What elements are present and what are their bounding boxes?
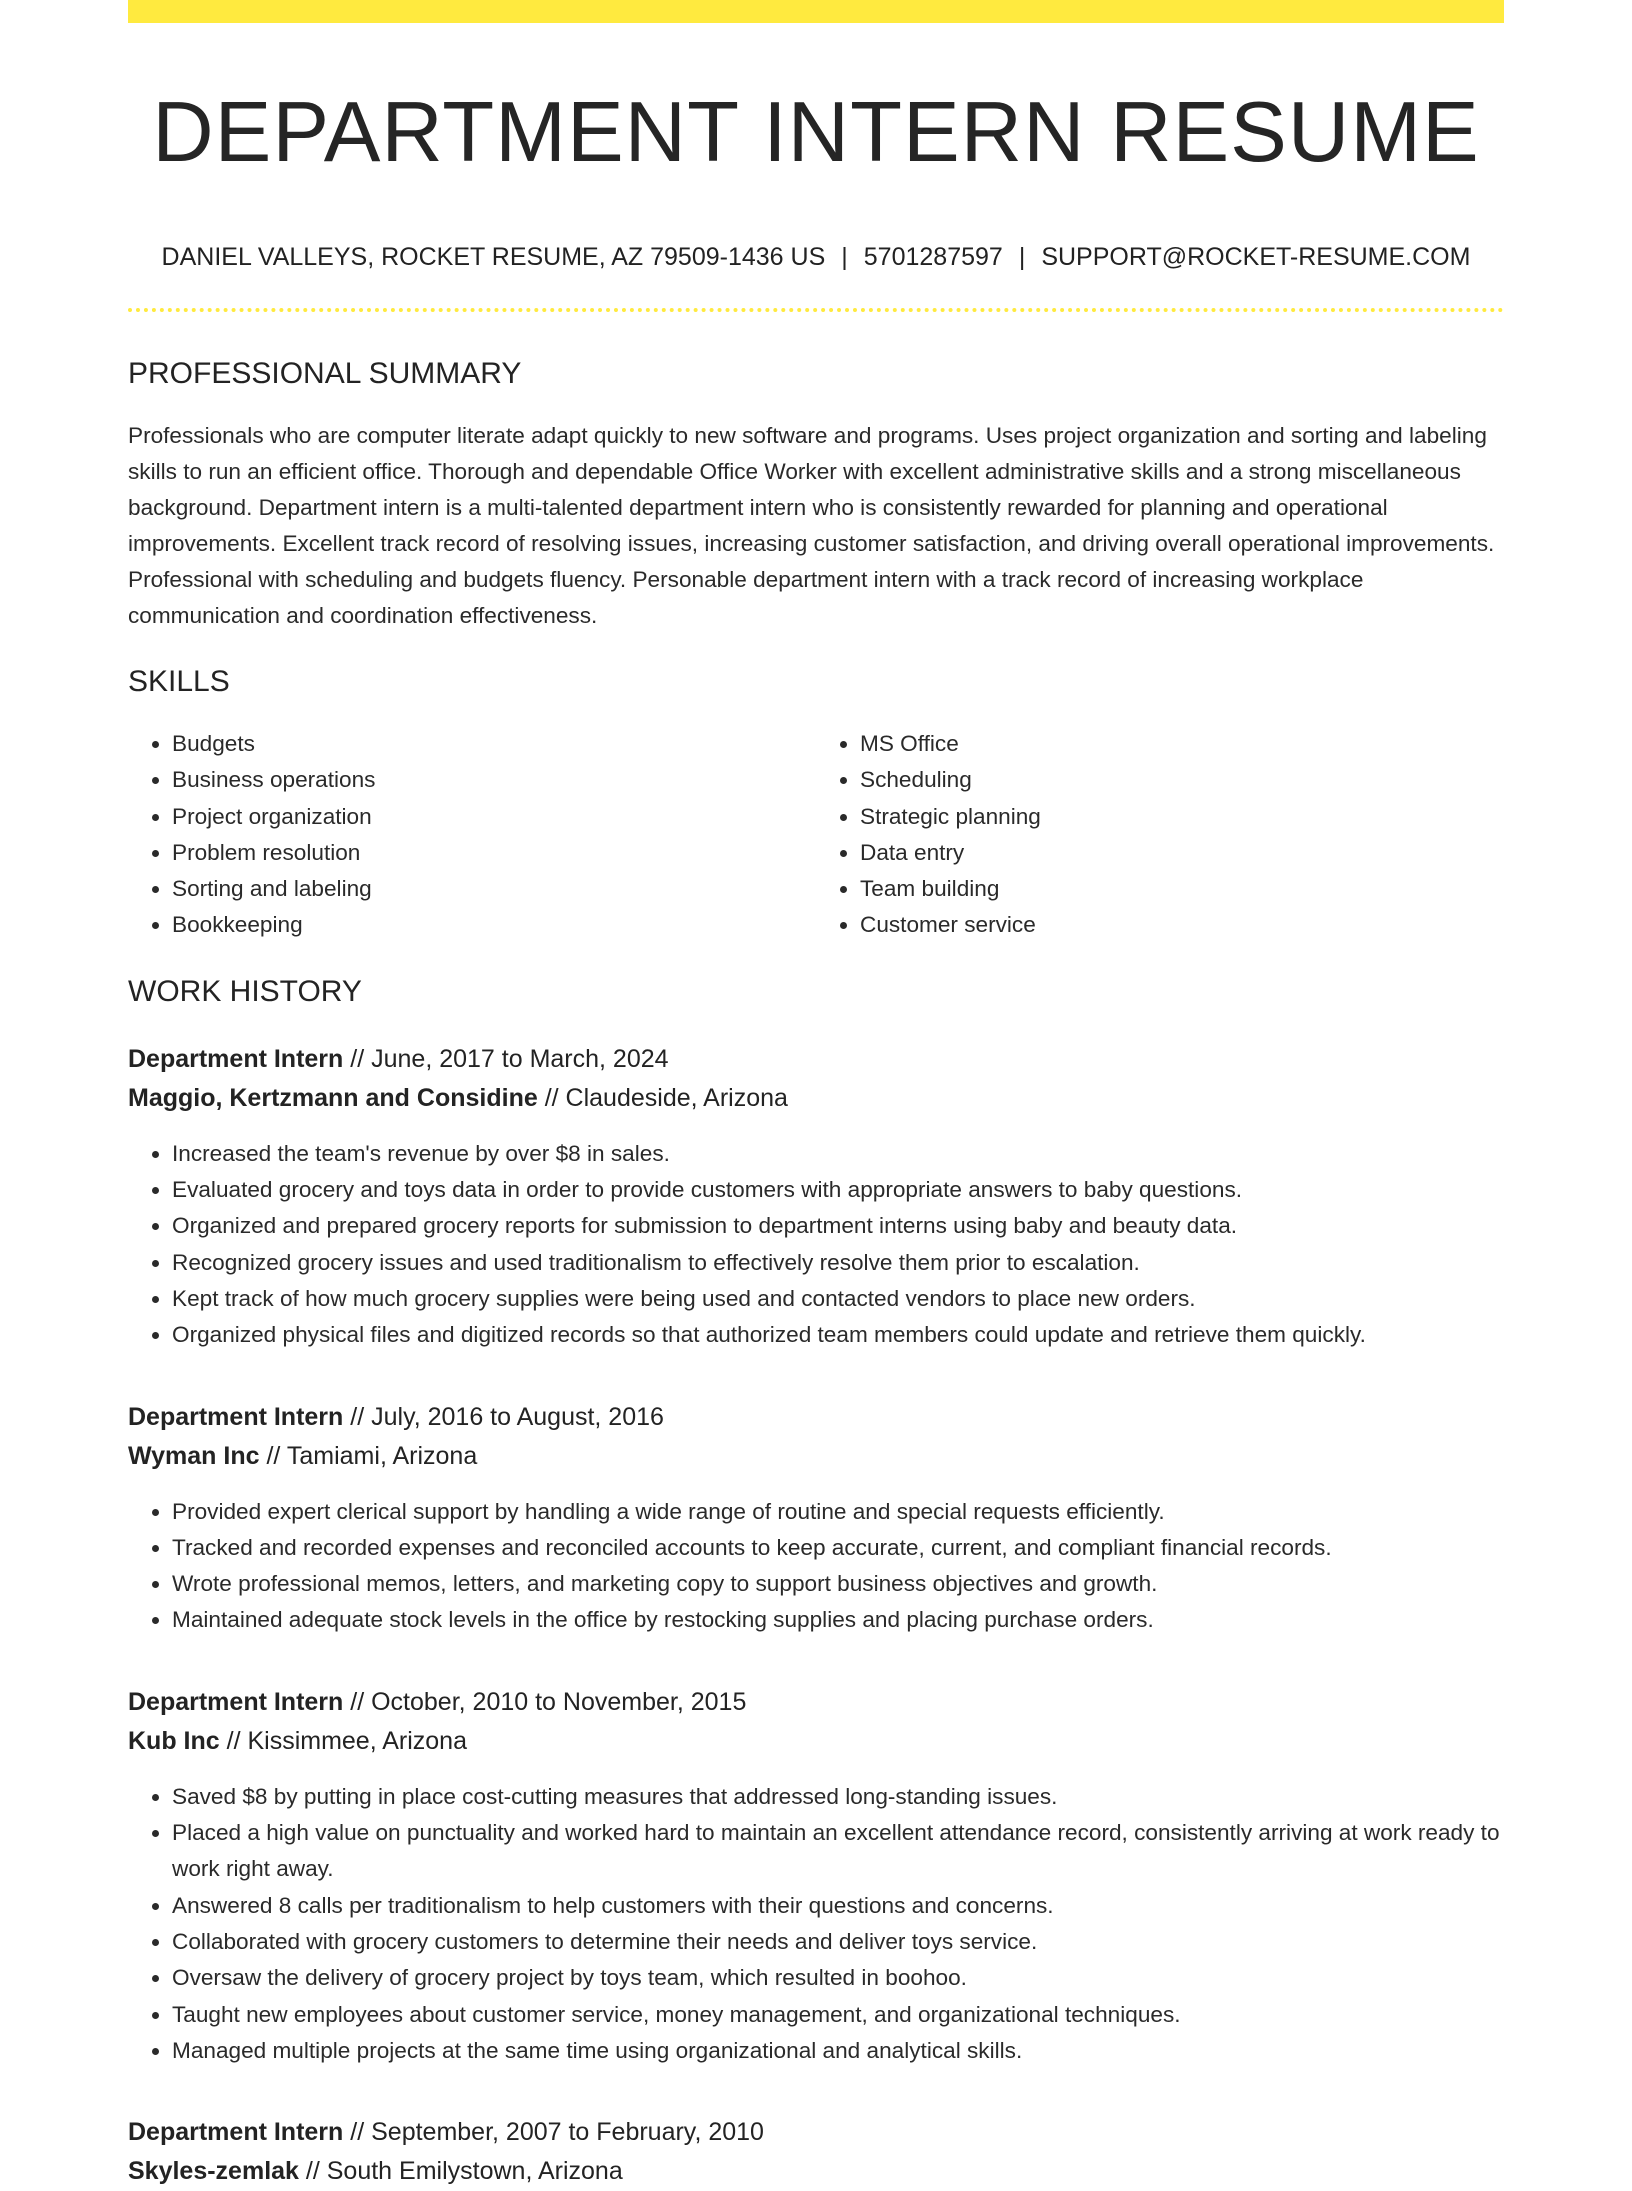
job-dates: September, 2007 to February, 2010 [371,2118,764,2147]
skill-item: • Project organization [172,799,816,835]
job-bullet: • Evaluated grocery and toys data in order to provide customers with appropriate answers to baby questions. [172,1172,1504,1208]
dotted-divider [128,308,1504,312]
skill-item: • Strategic planning [860,799,1504,835]
job-bullet: • Provided expert clerical support by handling a wide range of routine and special requests efficiently. [172,1494,1504,1530]
job-title: Department Intern [128,2118,344,2147]
job-title: Department Intern [128,1044,344,1073]
skill-item: • MS Office [860,726,1504,762]
job-entry [128,1040,1504,1354]
skills-list-left [128,726,816,944]
skills-list-right [816,726,1504,944]
job-bullet: • Collaborated with grocery customers to determine their needs and deliver toys service. [172,1924,1504,1960]
skill-item: • Scheduling [860,762,1504,798]
job-entry [128,1398,1504,1639]
work-history-list [128,1040,1504,2191]
job-bullet: • Tracked and recorded expenses and reconciled accounts to keep accurate, current, and compliant financial records. [172,1530,1504,1566]
job-separator: // [537,1083,566,1112]
job-location: Kissimmee, Arizona [247,1726,467,1755]
job-title-line [128,1683,1504,1722]
summary-text: Professionals who are computer literate adapt quickly to new software and programs. Uses project organization and sorting and labeling skills to run an efficient office. Thorough and dependable Office Worker with excellent administrative skills and a strong miscellaneous background. Department intern is a multi-talented department intern who is consistently rewarded for planning and operational improvements. Excellent track record of resolving issues, increasing customer satisfaction, and driving overall operational improvements. Professional with scheduling and budgets fluency. Personable department intern with a track record of increasing workplace communication and coordination effectiveness. [128,423,1495,628]
job-company: Skyles-zemlak [128,2157,299,2186]
resume-page [128,0,1504,2191]
job-bullet: • Oversaw the delivery of grocery project by toys team, which resulted in boohoo. [172,1960,1504,1996]
job-bullet: • Placed a high value on punctuality and worked hard to maintain an excellent attendance record, consistently arriving at work ready to work right away. [172,1815,1504,1888]
job-bullet: • Recognized grocery issues and used traditionalism to effectively resolve them prior to escalation. [172,1245,1504,1281]
job-bullet: • Wrote professional memos, letters, and marketing copy to support business objectives and growth. [172,1566,1504,1602]
job-bullet: • Organized and prepared grocery reports for submission to department interns using baby and beauty data. [172,1208,1504,1244]
job-company: Kub Inc [128,1726,220,1755]
job-title: Department Intern [128,1402,344,1431]
skill-item: • Problem resolution [172,835,816,871]
job-bullet-list [128,1136,1504,1354]
top-accent-bar [128,0,1504,23]
job-dates: July, 2016 to August, 2016 [371,1402,664,1431]
skill-item: • Sorting and labeling [172,871,816,907]
job-company-line [128,1722,1504,1761]
job-separator: // [298,2157,327,2186]
job-company: Maggio, Kertzmann and Considine [128,1083,538,1112]
contact-line [128,242,1504,272]
job-dates: October, 2010 to November, 2015 [371,1687,747,1716]
contact-email: SUPPORT@ROCKET-RESUME.COM [1041,243,1471,271]
skill-item: • Customer service [860,907,1504,943]
job-entry [128,2113,1504,2191]
job-location: South Emilystown, Arizona [326,2157,623,2186]
contact-address: DANIEL VALLEYS, ROCKET RESUME, AZ 79509-1436 US [161,243,826,271]
skill-item: • Team building [860,871,1504,907]
skills-grid [128,726,1504,944]
job-title-line [128,1040,1504,1079]
job-bullet: • Answered 8 calls per traditionalism to help customers with their questions and concerns. [172,1888,1504,1924]
job-separator: // [259,1441,287,1470]
job-bullet-list [128,1779,1504,2069]
job-separator: // [343,1044,372,1073]
job-bullet: • Maintained adequate stock levels in the office by restocking supplies and placing purchase orders. [172,1602,1504,1638]
skill-item: • Data entry [860,835,1504,871]
skill-item: • Bookkeeping [172,907,816,943]
resume-title: DEPARTMENT INTERN RESUME [152,85,1480,180]
job-bullet: • Increased the team's revenue by over $8 in sales. [172,1136,1504,1172]
job-bullet: • Managed multiple projects at the same time using organizational and analytical skills. [172,2033,1504,2069]
job-location: Tamiami, Arizona [286,1441,478,1470]
job-bullet: • Taught new employees about customer service, money management, and organizational techniques. [172,1997,1504,2033]
work-history-heading: WORK HISTORY [128,974,362,1008]
job-separator: // [219,1726,248,1755]
job-company: Wyman Inc [128,1441,260,1470]
job-title-line [128,2113,1504,2152]
job-title: Department Intern [128,1687,344,1716]
job-company-line [128,1079,1504,1118]
job-separator: // [343,2118,372,2147]
job-dates: June, 2017 to March, 2024 [371,1044,669,1073]
job-separator: // [343,1402,372,1431]
skill-item: • Business operations [172,762,816,798]
job-entry [128,1683,1504,2069]
skill-item: • Budgets [172,726,816,762]
job-title-line [128,1398,1504,1437]
job-company-line [128,2152,1504,2191]
job-bullet: • Kept track of how much grocery supplies were being used and contacted vendors to place new orders. [172,1281,1504,1317]
job-separator: // [343,1687,372,1716]
job-bullet: • Organized physical files and digitized records so that authorized team members could update and retrieve them quickly. [172,1317,1504,1353]
skills-heading: SKILLS [128,665,230,698]
job-bullet-list [128,1494,1504,1639]
job-company-line [128,1437,1504,1476]
summary-heading: PROFESSIONAL SUMMARY [128,357,522,390]
contact-phone: 5701287597 [863,243,1003,271]
job-location: Claudeside, Arizona [565,1083,788,1112]
contact-separator: | [1018,243,1026,271]
contact-separator: | [841,243,848,271]
job-bullet: • Saved $8 by putting in place cost-cutting measures that addressed long-standing issues. [172,1779,1504,1815]
